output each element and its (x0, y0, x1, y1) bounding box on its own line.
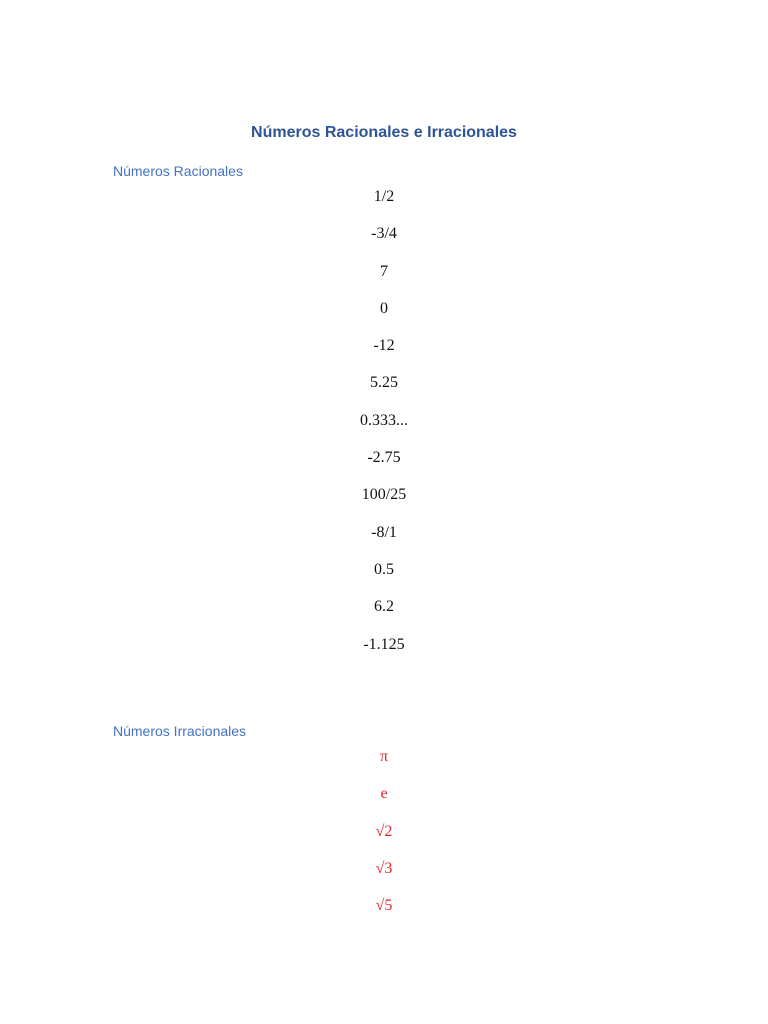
rational-heading: Números Racionales (113, 163, 243, 179)
page-title: Números Racionales e Irracionales (251, 124, 517, 141)
rational-item: -12 (373, 337, 395, 355)
irrational-item: √3 (375, 859, 393, 877)
rational-item: 1/2 (373, 188, 395, 205)
rational-item: 6.2 (374, 598, 394, 616)
irrational-list (0, 745, 768, 931)
rational-item: 100/25 (361, 486, 407, 504)
rational-item: -1.125 (363, 635, 405, 653)
rational-list (0, 185, 768, 670)
irrational-item: e (380, 785, 388, 803)
irrational-item: √2 (375, 822, 393, 840)
rational-item: -2.75 (367, 449, 401, 467)
rational-item: 7 (380, 262, 388, 280)
irrational-item: √5 (375, 897, 393, 915)
irrational-item: π (379, 748, 389, 765)
rational-item: 0 (380, 299, 388, 317)
rational-item: -8/1 (371, 523, 397, 541)
rational-item: 0.333... (360, 411, 408, 429)
rational-item: 5.25 (370, 374, 398, 392)
irrational-heading: Números Irracionales (113, 723, 247, 739)
rational-item: -3/4 (371, 225, 397, 243)
rational-item: 0.5 (374, 560, 394, 578)
